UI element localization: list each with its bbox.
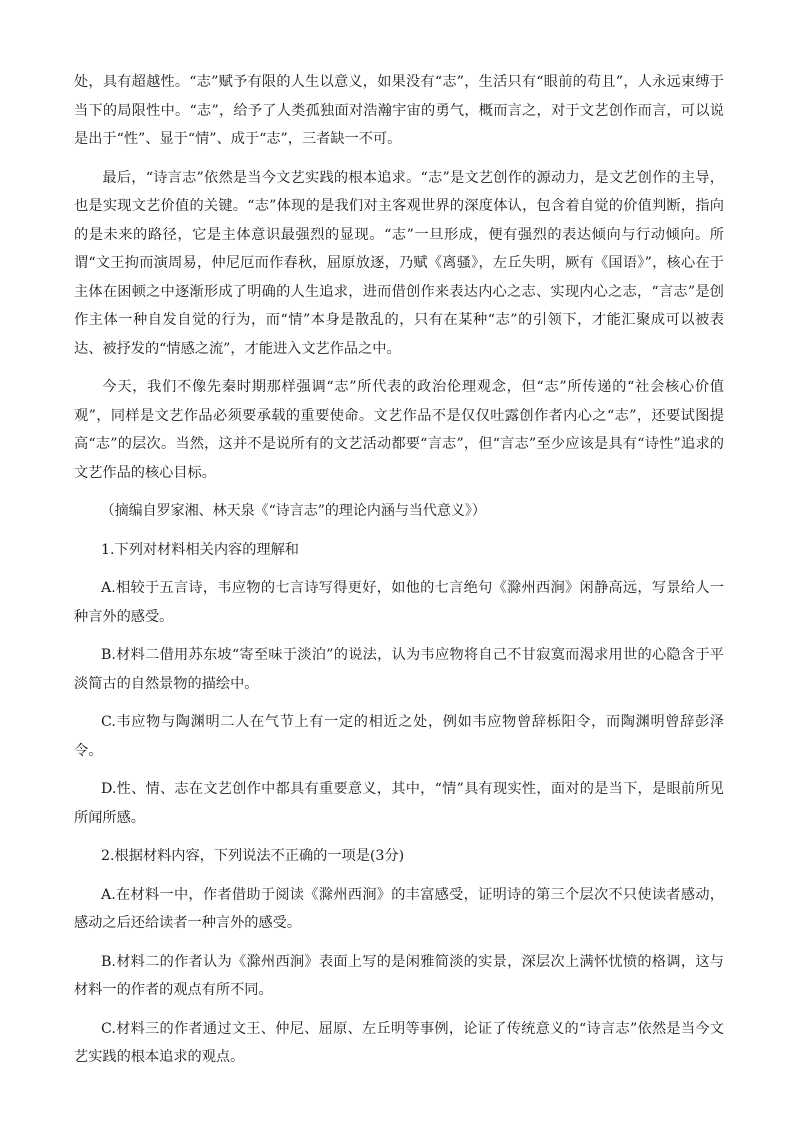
question-1-option-d: D.性、情、志在文艺创作中都具有重要意义，其中，“情”具有现实性，面对的是当下，是眼前所见所闻所感。	[74, 781, 724, 826]
body-paragraph-1: 处，具有超越性。“志”赋予有限的人生以意义，如果没有“志”，生活只有“眼前的苟且”，人永远束缚于当下的局限性中。“志”，给予了人类孤独面对浩瀚宇宙的勇气，概而言之，对于文艺创作而言，可以说是出于“性”、显于“情”、成于“志”，三者缺一不可。	[74, 74, 724, 147]
question-2-option-a: A.在材料一中，作者借助于阅读《滁州西涧》的丰富感受，证明诗的第三个层次不只使读者感动，感动之后还给读者一种言外的感受。	[74, 886, 724, 931]
question-1-option-b: B.材料二借用苏东坡“寄至味于淡泊”的说法，认为韦应物将自己不甘寂寞而渴求用世的心隐含于平淡简古的自然景物的描绘中。	[74, 647, 724, 692]
question-1-option-a: A.相较于五言诗，韦应物的七言诗写得更好，如他的七言绝句《滁州西涧》闲静高远，写景给人一种言外的感受。	[74, 580, 724, 625]
body-paragraph-3: 今天，我们不像先秦时期那样强调“志”所代表的政治伦理观念，但“志”所传递的“社会核心价值观”，同样是文艺作品必须要承载的重要使命。文艺作品不是仅仅吐露创作者内心之“志”，还要试图提高“志”的层次。当然，这并不是说所有的文艺活动都要“言志”，但“言志”至少应该是具有“诗性”追求的文艺作品的核心目标。	[74, 379, 724, 481]
document-page	[74, 68, 724, 1072]
question-2-title: 2.根据材料内容，下列说法不正确的一项是(3分)	[100, 848, 405, 864]
question-2-option-b: B.材料二的作者认为《滁州西涧》表面上写的是闲雅简淡的实景，深层次上满怀忧愤的格调，这与材料一的作者的观点有所不同。	[74, 953, 724, 998]
question-2	[74, 842, 724, 1072]
source-citation: （摘编自罗家湘、林天泉《“诗言志”的理论内涵与当代意义》）	[100, 503, 486, 519]
body-paragraph-2: 最后，“诗言志”依然是当今文艺实践的根本追求。“志”是文艺创作的源动力，是文艺创作的主导，也是实现文艺价值的关键。“志”体现的是我们对主客观世界的深度体认，包含着自觉的价值判断，指向的是未来的路径，它是主体意识最强烈的显现。“志”一旦形成，便有强烈的表达倾向与行动倾向。所谓“文王拘而演周易，仲尼厄而作春秋，屈原放逐，乃赋《离骚》，左丘失明，厥有《国语》”，核心在于主体在困顿之中逐渐形成了明确的人生追求，进而借创作来表达内心之志、实现内心之志，“言志”是创作主体一种自发自觉的行为，而“情”本身是散乱的，只有在某种“志”的引领下，才能汇聚成可以被表达、被抒发的“情感之流”，才能进入文艺作品之中。	[74, 169, 724, 357]
question-1	[74, 536, 724, 833]
question-1-option-c: C.韦应物与陶渊明二人在气节上有一定的相近之处，例如韦应物曾辞栎阳令，而陶渊明曾辞彭泽令。	[74, 714, 724, 759]
question-1-title: 1.下列对材料相关内容的理解和	[100, 541, 299, 558]
question-2-option-c: C.材料三的作者通过文王、仲尼、屈原、左丘明等事例，论证了传统意义的“诗言志”依然是当今文艺实践的根本追求的观点。	[74, 1020, 724, 1065]
